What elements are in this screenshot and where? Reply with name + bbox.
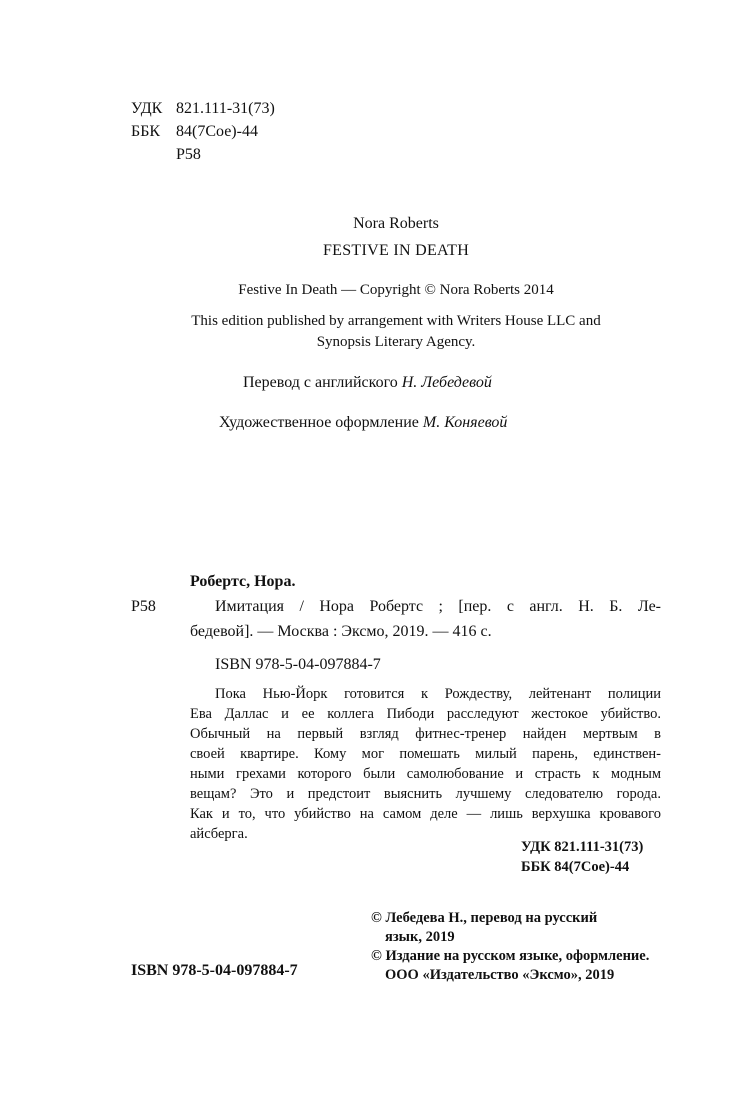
annotation-line: айсберга. [190,826,248,842]
footer-copyright-2: © Издание на русском языке, оформление. [371,948,650,964]
catalog-isbn: ISBN 978-5-04-097884-7 [215,656,381,673]
annotation-line: Пока Нью-Йорк готовится к Рождеству, лейтенант полиции [215,686,661,702]
catalog-bbk: ББК 84(7Сое)-44 [521,859,630,875]
translation-credit [243,374,492,392]
bbk-value: 84(7Сое)-44 [176,123,258,140]
catalog-author-heading: Робертс, Нора. [190,573,296,590]
catalog-desc-line-1: Имитация / Нора Робертс ; [пер. с англ. Н. Б. Ле- [215,598,661,615]
edition-line-2: Synopsis Literary Agency. [316,334,476,350]
bbk-label: ББК [131,123,161,140]
design-name: М. Коняевой [422,414,508,431]
catalog-code: Р58 [131,598,156,615]
footer-copyright-2-cont: ООО «Издательство «Эксмо», 2019 [385,967,615,983]
udk-value: 821.111-31(73) [176,100,275,117]
catalog-udk: УДК 821.111-31(73) [521,839,644,855]
footer-copyright-1: © Лебедева Н., перевод на русский [371,910,598,926]
annotation-line: своей квартире. Кому мог помешать милый парень, единствен- [190,746,661,762]
annotation-line: Ева Даллас и ее коллега Пибоди расследуют жестокое убийство. [190,706,661,722]
original-title: FESTIVE IN DEATH [322,242,470,259]
translation-label: Перевод с английского [243,374,398,391]
design-label: Художественное оформление [219,414,419,431]
catalog-desc-line-2: бедевой]. — Москва : Эксмо, 2019. — 416 с. [190,623,492,640]
footer-isbn: ISBN 978-5-04-097884-7 [131,962,298,979]
edition-line-1: This edition published by arrangement with Writers House LLC and [191,313,601,329]
design-credit [219,414,507,432]
original-copyright: Festive In Death — Copyright © Nora Roberts 2014 [238,282,554,298]
annotation-line: Как и то, что убийство на самом деле — лишь верхушка кровавого [190,806,661,822]
annotation-line: вещам? Это и предстоит выяснить лучшему следователю города. [190,786,661,802]
annotation-line: ными грехами которого были самолюбование и страсть к модным [190,766,661,782]
original-author: Nora Roberts [353,215,439,232]
udk-label: УДК [131,100,163,117]
footer-copyright-1-cont: язык, 2019 [385,929,455,945]
author-code: Р58 [176,146,201,163]
annotation-line: Обычный на первый взгляд фитнес-тренер найден мертвым в [190,726,661,742]
translation-name: Н. Лебедевой [401,374,492,391]
